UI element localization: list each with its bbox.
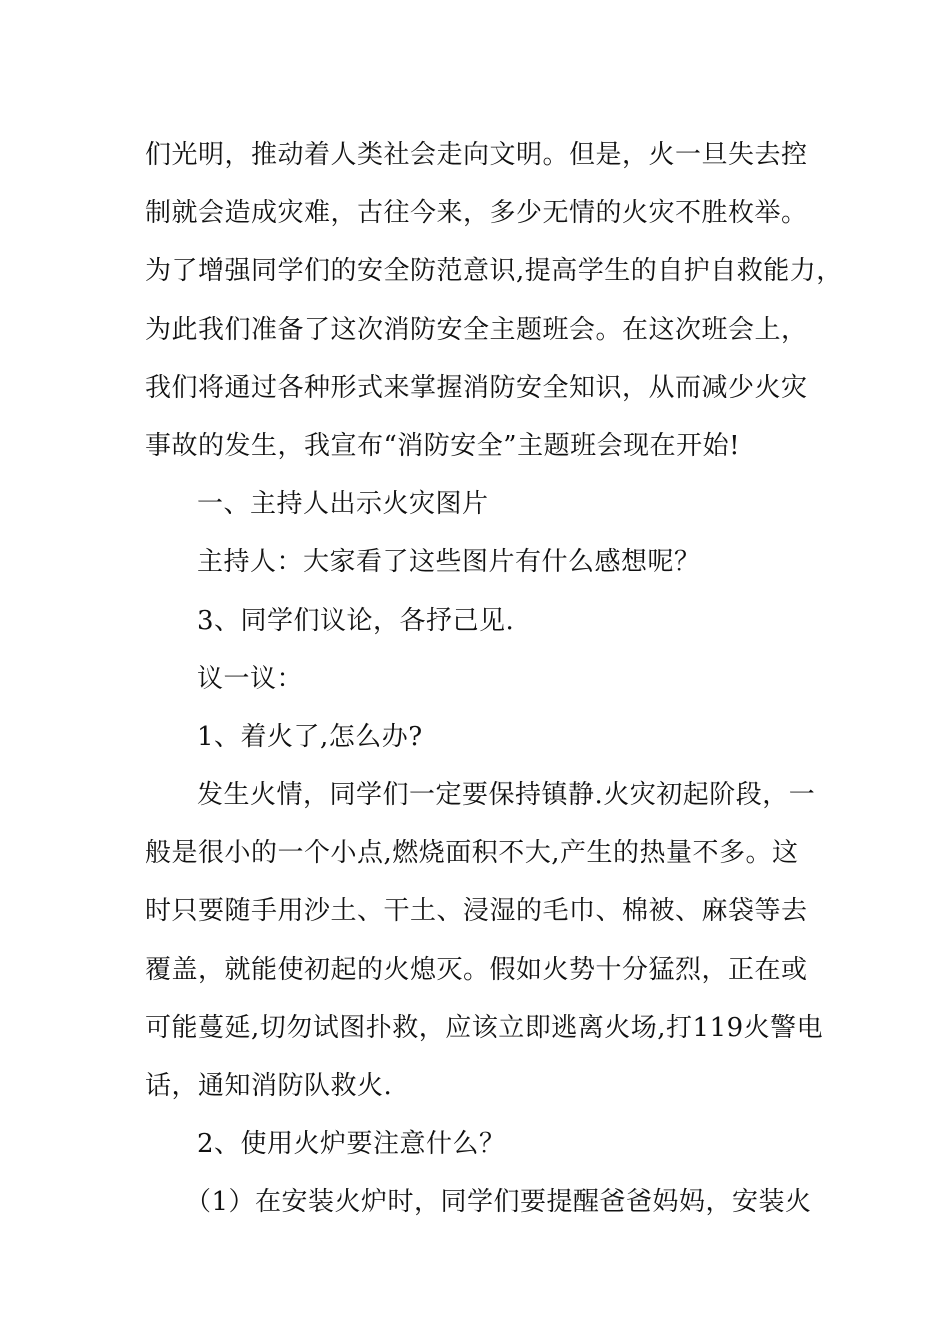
text-line: 覆盖，就能使初起的火熄灭。假如火势十分猛烈，正在或 <box>145 954 808 985</box>
text-line: 主持人：大家看了这些图片有什么感想呢？ <box>197 547 701 578</box>
question-heading: 2、使用火炉要注意什么？ <box>197 1129 506 1160</box>
text-line: 们光明，推动着人类社会走向文明。但是，火一旦失去控 <box>145 140 808 170</box>
text-line: 我们将通过各种形式来掌握消防安全知识，从而减少火灾 <box>145 372 808 403</box>
text-line: 般是很小的一个小点,燃烧面积不大,产生的热量不多。这 <box>145 838 799 869</box>
text-line: 议一议： <box>197 663 304 694</box>
text-line: 可能蔓延,切勿试图扑救，应该立即逃离火场,打119火警电 <box>145 1012 824 1043</box>
text-line: 制就会造成灾难，古往今来，多少无情的火灾不胜枚举。 <box>145 198 808 229</box>
text-line: 为此我们准备了这次消防安全主题班会。在这次班会上， <box>145 314 808 345</box>
text-line: 事故的发生，我宣布“消防安全”主题班会现在开始! <box>145 430 741 461</box>
text-line: 时只要随手用沙土、干土、浸湿的毛巾、棉被、麻袋等去 <box>145 896 808 927</box>
document-body <box>145 126 843 1232</box>
section-heading: 一、主持人出示火灾图片 <box>197 489 489 520</box>
question-heading: 1、着火了,怎么办? <box>197 721 423 752</box>
text-line: 3、同学们议论，各抒己见. <box>197 605 515 636</box>
text-line: 话，通知消防队救火. <box>145 1071 393 1101</box>
text-line: （1）在安装火炉时，同学们要提醒爸爸妈妈，安装火 <box>185 1187 812 1218</box>
text-line: 发生火情，同学们一定要保持镇静.火灾初起阶段，一 <box>197 780 816 811</box>
text-line: 为了增强同学们的安全防范意识,提高学生的自护自救能力， <box>145 256 843 287</box>
